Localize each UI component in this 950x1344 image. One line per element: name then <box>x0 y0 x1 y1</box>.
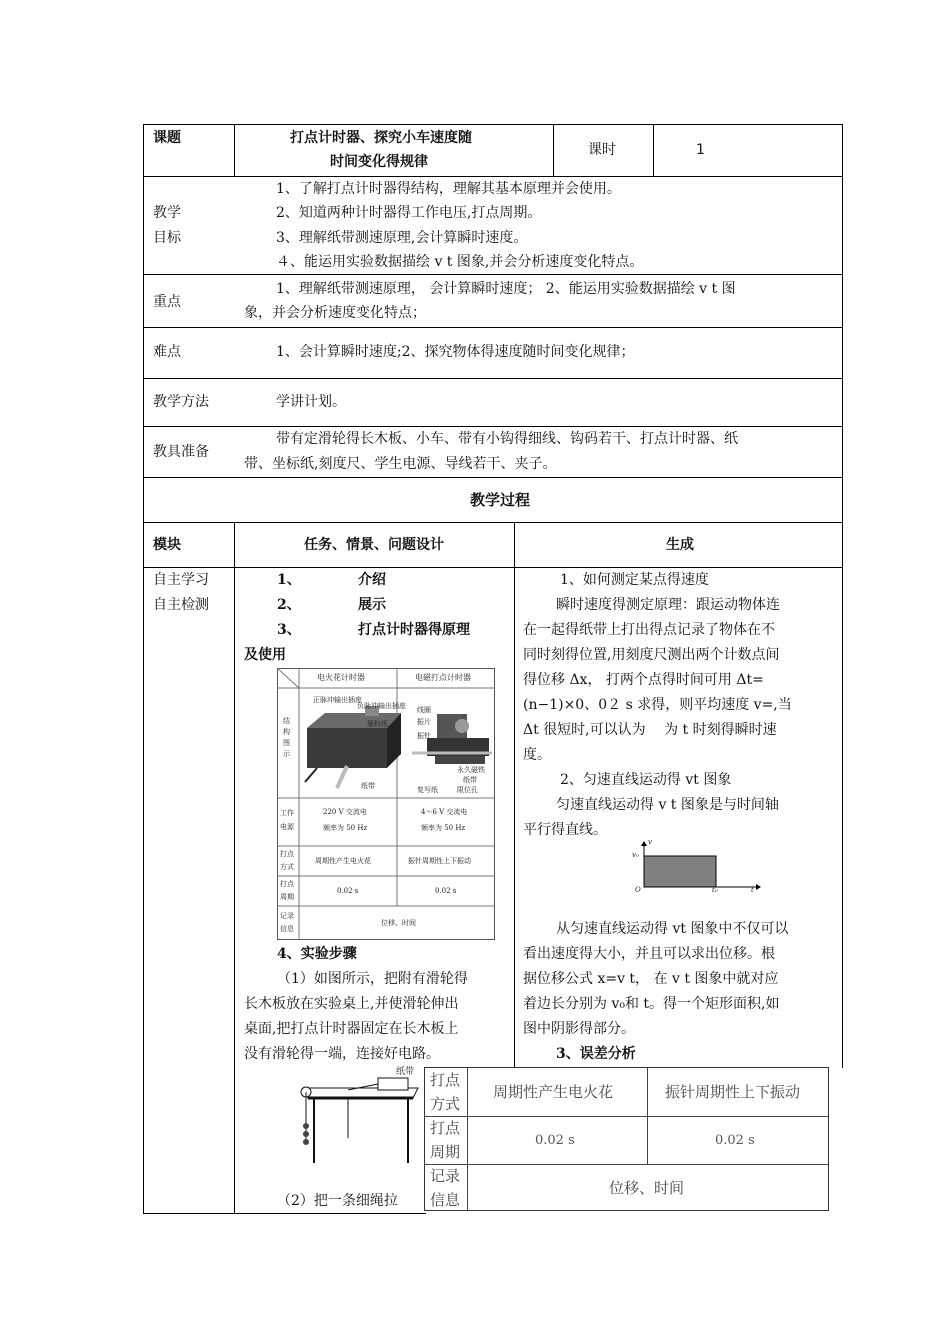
overlay-row-divider-1 <box>425 1116 828 1117</box>
overlay-spark-period: 0.02 s <box>535 1133 575 1148</box>
step1-line1: （1）如图所示，把附有滑轮得 <box>277 971 468 987</box>
task-col-divider <box>514 522 515 1068</box>
task-item2-num: 2、 <box>277 597 301 613</box>
vt-origin-label: O <box>635 886 641 894</box>
overlay-col-divider-2 <box>647 1068 648 1164</box>
spark-method: 周期性产生电火花 <box>315 857 371 865</box>
header-col-divider-1 <box>234 124 235 176</box>
result-q1: 1、如何测定某点得速度 <box>560 572 709 588</box>
timer-comparison-figure <box>277 668 495 940</box>
em-part-6: 限位孔 <box>457 786 478 794</box>
table-right-border <box>842 124 843 1068</box>
result-q2-line2: 平行得直线。 <box>523 822 607 838</box>
result-q1-line3: 同时刻得位置,用刻度尺测出两个计数点间 <box>523 647 780 663</box>
row-divider-process <box>143 477 843 478</box>
apparatus-figure <box>288 1068 423 1173</box>
goal-item-1: 1、了解打点计时器得结构，理解其基本原理并会使用。 <box>276 181 621 197</box>
keypoints-line1: 1、理解纸带测速原理， 会计算瞬时速度； 2、能运用实验数据描绘 v t 图 <box>276 281 736 297</box>
tools-label: 教具准备 <box>153 444 209 460</box>
tools-line1: 带有定滑轮得长木板、小车、带有小钩得细线、钩码若干、打点计时器、纸 <box>276 431 738 447</box>
column-header-module: 模块 <box>153 537 181 553</box>
vt-graph <box>632 840 762 898</box>
label-col-divider <box>234 522 235 1214</box>
header-col-divider-2 <box>553 124 554 176</box>
overlay-row-divider-2 <box>425 1164 828 1165</box>
em-part-2: 振片 <box>417 718 431 726</box>
step1-line2: 长木板放在实验桌上,并使滑轮伸出 <box>244 996 459 1012</box>
result-q2-cont-line2: 看出速度得大小，并且可以求出位移。根 <box>523 946 775 962</box>
result-q1-line4: 得位移 Δx， 打两个点得时间可用 Δt= <box>523 672 764 688</box>
em-voltage-1: 4～6 V 交流电 <box>421 808 468 816</box>
timer-row-structure: 结构图示 <box>283 717 290 758</box>
row-divider-columns <box>143 522 843 523</box>
overlay-col-divider-1 <box>467 1068 468 1210</box>
result-q3: 3、误差分析 <box>556 1046 636 1062</box>
step-title: 4、实验步骤 <box>277 946 357 962</box>
overlay-timer-table <box>424 1067 829 1211</box>
vt-v-label: v <box>648 838 652 846</box>
overlay-record: 位移、时间 <box>609 1179 685 1197</box>
result-q2: 2、匀速直线运动得 vt 图象 <box>560 772 732 788</box>
result-q2-cont-line1: 从匀速直线运动得 vt 图象中不仅可以 <box>556 921 789 937</box>
header-col-divider-3 <box>653 124 654 176</box>
spark-part-4: 纸带 <box>361 782 375 790</box>
em-voltage-2: 频率为 50 Hz <box>421 824 466 832</box>
result-q2-cont-line3: 据位移公式 x=v t， 在 v t 图象中就对应 <box>523 971 779 987</box>
goal-item-4: ４、能运用实验数据描绘 v t 图象,并会分析速度变化特点。 <box>276 254 644 270</box>
overlay-method-label-2: 方式 <box>430 1095 461 1113</box>
lesson-title-line1: 打点计时器、探究小车速度随 <box>290 130 472 146</box>
row-divider-method <box>143 378 843 379</box>
task-item1-text: 介绍 <box>358 572 386 588</box>
overlay-em-period: 0.02 s <box>715 1133 755 1148</box>
lesson-title-line2: 时间变化得规律 <box>330 154 428 170</box>
overlay-record-label-1: 记录 <box>430 1167 461 1185</box>
timer-row-record: 记录信息 <box>280 912 294 933</box>
result-q1-line2: 在一起得纸带上打出得点记录了物体在不 <box>523 622 775 638</box>
goals-label-line2: 目标 <box>153 230 181 246</box>
result-q2-cont-line4: 着边长分别为 v₀和 t。得一个矩形面积,如 <box>523 996 780 1012</box>
spark-period: 0.02 s <box>337 887 359 895</box>
result-q1-line7: 度。 <box>523 747 551 763</box>
process-title: 教学过程 <box>470 491 531 509</box>
overlay-period-label-2: 周期 <box>430 1143 461 1161</box>
task-item2-text: 展示 <box>358 597 386 613</box>
goals-label-line1: 教学 <box>153 205 181 221</box>
step1-line3: 桌面,把打点计时器固定在长木板上 <box>244 1021 459 1037</box>
goal-item-2: 2、知道两种计时器得工作电压,打点周期。 <box>276 205 542 221</box>
method-text: 学讲计划。 <box>276 394 346 410</box>
task-item1-num: 1、 <box>277 572 301 588</box>
spark-voltage-1: 220 V 交流电 <box>323 808 367 816</box>
spark-part-2: 负脉冲输出插座 <box>357 702 406 710</box>
spark-part-3: 墨粉纸 <box>367 720 388 728</box>
keypoints-label: 重点 <box>153 294 181 310</box>
em-part-1: 线圈 <box>417 706 431 714</box>
vt-t-label: t <box>751 886 754 894</box>
period-value: 1 <box>696 142 705 158</box>
em-period: 0.02 s <box>435 887 457 895</box>
timer-table-col1: 电火花计时器 <box>317 673 365 682</box>
step1-line4: 没有滑轮得一端，连接好电路。 <box>244 1046 440 1062</box>
goal-item-3: 3、理解纸带测速原理,会计算瞬时速度。 <box>276 230 528 246</box>
task-item3-text: 打点计时器得原理 <box>358 622 470 638</box>
result-q1-line6: Δt 很短时,可以认为 为 t 时刻得瞬时速 <box>523 722 777 738</box>
overlay-spark-method: 周期性产生电火花 <box>493 1083 614 1101</box>
vt-t0-label: t₀ <box>712 886 718 894</box>
timer-row-period: 打点周期 <box>280 880 294 901</box>
overlay-period-label-1: 打点 <box>430 1119 461 1137</box>
overlay-record-label-2: 信息 <box>430 1191 461 1209</box>
timer-table-col2: 电磁打点计时器 <box>415 673 471 682</box>
task-item3-cont: 及使用 <box>244 647 286 663</box>
em-method: 振针周期性上下振动 <box>408 857 471 865</box>
overlay-em-method: 振针周期性上下振动 <box>665 1083 801 1101</box>
em-part-7: 复写纸 <box>417 786 438 794</box>
row-divider-difficulties <box>143 327 843 328</box>
apparatus-drawing <box>288 1068 423 1173</box>
column-header-task: 任务、情景、问题设计 <box>304 537 444 553</box>
vt-v0-label: v₀ <box>632 851 639 859</box>
em-part-4: 永久磁铁 <box>457 766 485 774</box>
timer-record: 位移、时间 <box>381 919 416 927</box>
topic-label: 课题 <box>153 130 181 146</box>
module-label-line1: 自主学习 <box>153 572 209 588</box>
result-q1-line5: (n−1)×0、0２ s 求得，则平均速度 v=,当 <box>523 697 792 713</box>
keypoints-line2: 象，并会分析速度变化特点； <box>244 305 426 321</box>
result-q2-cont-line5: 图中阴影得部分。 <box>523 1021 635 1037</box>
column-header-result: 生成 <box>666 537 694 553</box>
tools-line2: 带、坐标纸,刻度尺、学生电源、导线若干、夹子。 <box>244 456 557 472</box>
paper-tape-label: 纸带 <box>396 1067 415 1077</box>
period-label: 课时 <box>588 142 616 158</box>
difficulties-label: 难点 <box>153 344 181 360</box>
spark-part-1: 正脉冲输出插座 <box>313 696 362 704</box>
spark-voltage-2: 频率为 50 Hz <box>323 824 368 832</box>
row-divider-content <box>143 567 843 568</box>
method-label: 教学方法 <box>153 394 209 410</box>
task-item3-num: 3、 <box>277 622 301 638</box>
em-part-3: 振针 <box>417 732 431 740</box>
step2-partial: （2）把一条细绳拉 <box>277 1193 398 1209</box>
timer-row-voltage: 工作电源 <box>280 809 294 831</box>
timer-row-method: 打点方式 <box>280 850 294 871</box>
module-label-line2: 自主检测 <box>153 597 209 613</box>
difficulties-text: 1、会计算瞬时速度;2、探究物体得速度随时间变化规律； <box>276 344 635 360</box>
table-left-border <box>143 124 144 1214</box>
result-q1-line1: 瞬时速度得测定原理：跟运动物体连 <box>556 597 780 613</box>
vt-graph-drawing <box>632 840 762 898</box>
em-part-5: 纸带 <box>463 776 477 784</box>
table-top-border <box>143 124 843 125</box>
result-q2-line1: 匀速直线运动得 v t 图象是与时间轴 <box>556 797 779 813</box>
overlay-method-label-1: 打点 <box>430 1071 461 1089</box>
